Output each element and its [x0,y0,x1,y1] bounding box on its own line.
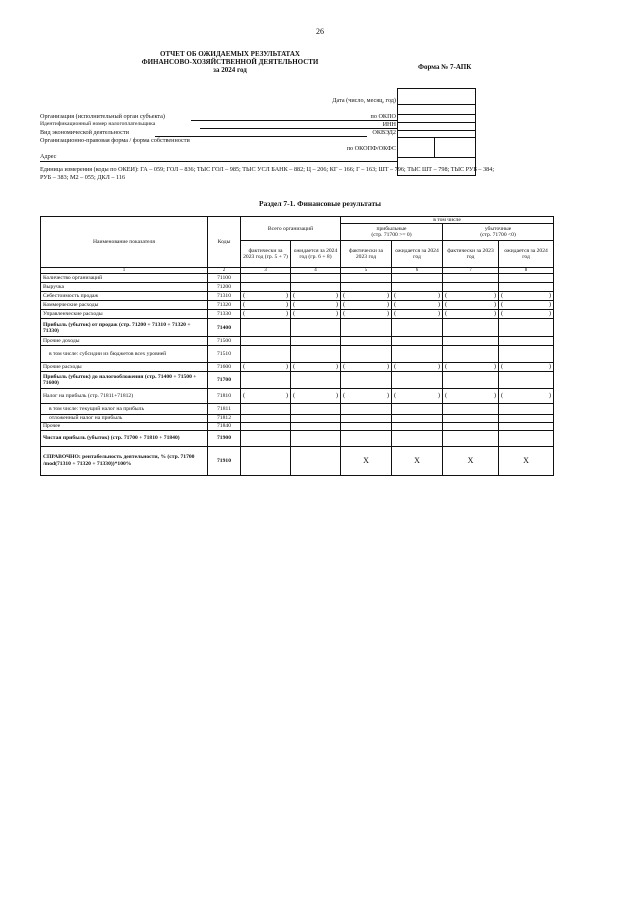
paren-close: ) [493,392,496,400]
value-cell[interactable] [291,292,341,301]
value-cell[interactable] [443,337,499,346]
paren-open: ( [501,301,504,309]
value-cell[interactable] [443,274,499,283]
value-cell[interactable] [341,337,392,346]
form-name: Форма № 7-АПК [418,63,472,71]
okopf-split [434,137,435,157]
paren-open: ( [293,301,296,309]
row-code: 71310 [208,292,241,301]
paren-close: ) [548,292,552,300]
value-cell[interactable] [443,404,499,415]
report-title-line2: ФИНАНСОВО-ХОЗЯЙСТВЕННОЙ ДЕЯТЕЛЬНОСТИ [141,58,319,66]
value-cell[interactable] [291,389,341,404]
paren-open: ( [243,301,246,309]
value-cell[interactable] [291,274,341,283]
value-cell[interactable] [499,337,554,346]
row-code: 71320 [208,301,241,310]
row-name: в том числе: субсидии из бюджетов всех уровней [41,346,208,363]
paren-close: ) [285,392,288,400]
paren-open: ( [501,310,504,318]
value-cell[interactable] [291,319,341,337]
paren-open: ( [343,392,346,400]
paren-open: ( [343,363,346,371]
table-row [41,319,554,337]
value-cell[interactable] [291,415,341,422]
value-cell[interactable] [499,415,554,422]
col-number: 8 [499,268,554,274]
col-number: 1 [41,268,208,274]
inn-label: ИНН [382,121,396,128]
value-cell[interactable] [499,274,554,283]
col-number: 2 [208,268,241,274]
paren-open: ( [243,363,246,371]
box-divider [398,104,475,105]
activity-field-line[interactable] [155,136,367,137]
row-name: Прибыль (убыток) от продаж (стр. 71200 + 71310 + 71320 + 71330) [41,319,208,337]
value-cell[interactable] [341,363,392,372]
profitable-label: прибыльные [376,226,407,232]
paren-close: ) [285,310,288,318]
row-name: Коммерческие расходы [41,301,208,310]
row-name: Прочие доходы [41,337,208,346]
paren-close: ) [335,310,338,318]
value-cell[interactable] [499,310,554,319]
row-name: Прочее [41,422,208,430]
value-cell[interactable] [392,363,443,372]
row-code: 71910 [208,446,241,475]
paren-close: ) [386,292,389,300]
paren-open: ( [394,363,397,371]
value-cell[interactable] [392,389,443,404]
paren-open: ( [394,392,397,400]
value-cell[interactable] [341,274,392,283]
value-cell[interactable] [499,319,554,337]
value-cell[interactable] [443,310,499,319]
report-title-year: за 2024 год [213,66,247,74]
value-cell[interactable] [443,319,499,337]
row-name: Количество организаций [41,274,208,283]
value-cell[interactable] [291,337,341,346]
table-row [41,446,554,475]
row-code: 71500 [208,337,241,346]
value-cell[interactable] [341,319,392,337]
row-name: отложенный налог на прибыль [41,415,208,422]
value-cell[interactable] [341,422,392,430]
table-row [41,404,554,415]
box-divider [398,137,475,138]
paren-close: ) [548,392,552,400]
value-cell[interactable] [241,446,291,475]
paren-close: ) [493,301,496,309]
box-divider [398,157,475,158]
value-cell[interactable] [341,283,392,292]
row-name: Налог на прибыль (стр. 71811+71812) [41,389,208,404]
value-cell[interactable] [392,292,443,301]
paren-close: ) [493,363,496,371]
value-cell[interactable] [291,446,341,475]
paren-close: ) [548,301,552,309]
row-name: Управленческие расходы [41,310,208,319]
paren-close: ) [386,310,389,318]
paren-open: ( [394,301,397,309]
table-row [41,363,554,372]
financial-results-table [40,216,554,476]
row-code: 71330 [208,310,241,319]
value-cell[interactable] [241,363,291,372]
value-cell[interactable] [341,404,392,415]
row-code: 71900 [208,430,241,446]
col-header-profitable [341,224,443,241]
value-cell[interactable] [341,430,392,446]
col-header-fact-all: фактически за 2023 год (гр. 5 + 7) [241,241,291,268]
table-row [41,283,554,292]
date-label: Дата (число, месяц, год) [332,97,396,104]
x-mark: X [443,446,499,475]
row-code: 71400 [208,319,241,337]
value-cell[interactable] [241,319,291,337]
value-cell[interactable] [443,283,499,292]
row-code: 71812 [208,415,241,422]
table-row [41,372,554,389]
paren-open: ( [501,363,504,371]
value-cell[interactable] [341,372,392,389]
inn-field-line[interactable] [200,128,397,129]
paren-open: ( [343,301,346,309]
box-divider [398,122,475,123]
row-code: 71100 [208,274,241,283]
paren-close: ) [285,301,288,309]
row-code: 71840 [208,422,241,430]
value-cell[interactable] [499,372,554,389]
unprofitable-cond: (стр. 71700 <0) [480,232,516,239]
value-cell[interactable] [241,430,291,446]
col-number: 4 [291,268,341,274]
value-cell[interactable] [241,310,291,319]
value-cell[interactable] [499,283,554,292]
row-code: 71700 [208,372,241,389]
org-label: Организация (исполнительный орган субъекта) [40,113,165,120]
value-cell[interactable] [443,430,499,446]
paren-close: ) [386,301,389,309]
box-divider [398,130,475,131]
col-header-all-orgs: Всего организаций [241,217,341,241]
table-row [41,301,554,310]
row-name: Чистая прибыль (убыток) (стр. 71700 + 71810 + 71840) [41,430,208,446]
value-cell[interactable] [499,389,554,404]
paren-open: ( [293,310,296,318]
value-cell[interactable] [291,372,341,389]
table-row [41,422,554,430]
paren-close: ) [285,363,288,371]
paren-close: ) [437,363,440,371]
row-code: 71811 [208,404,241,415]
value-cell[interactable] [392,310,443,319]
paren-close: ) [285,292,288,300]
x-mark: X [341,446,392,475]
value-cell[interactable] [241,292,291,301]
paren-close: ) [437,392,440,400]
x-mark: X [392,446,443,475]
box-divider [398,114,475,115]
paren-close: ) [437,310,440,318]
row-name: Себестоимость продаж [41,292,208,301]
col-number: 7 [443,268,499,274]
value-cell[interactable] [499,346,554,363]
value-cell[interactable] [392,372,443,389]
col-header-name: Наименование показателя [41,217,208,268]
value-cell[interactable] [443,415,499,422]
value-cell[interactable] [392,415,443,422]
value-cell[interactable] [241,415,291,422]
paren-open: ( [501,392,504,400]
table-body [41,274,554,475]
paren-open: ( [343,292,346,300]
paren-close: ) [335,301,338,309]
paren-close: ) [493,310,496,318]
paren-open: ( [445,292,448,300]
value-cell[interactable] [392,404,443,415]
value-cell[interactable] [291,430,341,446]
section-title: Раздел 7-1. Финансовые результаты [259,199,381,208]
value-cell[interactable] [392,422,443,430]
row-code: 71510 [208,346,241,363]
paren-open: ( [394,310,397,318]
x-mark: X [499,446,554,475]
row-code: 71200 [208,283,241,292]
value-cell[interactable] [341,310,392,319]
org-field-line[interactable] [191,120,397,121]
value-cell[interactable] [392,346,443,363]
paren-open: ( [445,301,448,309]
paren-open: ( [293,292,296,300]
value-cell[interactable] [392,319,443,337]
value-cell[interactable] [499,292,554,301]
value-cell[interactable] [392,430,443,446]
value-cell[interactable] [443,363,499,372]
address-label: Адрес [40,153,57,160]
col-header-exp-loss: ожидается за 2024 год [499,241,554,268]
col-header-fact-profit: фактически за 2023 год [341,241,392,268]
report-title-line1: ОТЧЕТ ОБ ОЖИДАЕМЫХ РЕЗУЛЬТАТАХ [160,50,300,58]
paren-close: ) [335,292,338,300]
paren-close: ) [548,310,552,318]
value-cell[interactable] [443,346,499,363]
col-number: 3 [241,268,291,274]
value-cell[interactable] [443,292,499,301]
value-cell[interactable] [392,337,443,346]
row-name: Прочие расходы [41,363,208,372]
table-row [41,310,554,319]
okved-label: ОКВЭД2 [372,129,396,136]
table-row [41,337,554,346]
legal-form-label: Организационно-правовая форма / форма собственности [40,137,190,144]
row-name: СПРАВОЧНО: рентабельность деятельности, % (стр. 71700 /mod(71310 + 71320 + 71330))*100% [41,446,208,475]
col-header-unprofitable [443,224,554,241]
value-cell[interactable] [291,301,341,310]
value-cell[interactable] [443,422,499,430]
value-cell[interactable] [291,346,341,363]
value-cell[interactable] [499,404,554,415]
okpo-label: по ОКПО [370,113,396,120]
table-row [41,346,554,363]
value-cell[interactable] [392,283,443,292]
report-title [95,50,365,74]
value-cell[interactable] [291,310,341,319]
profitable-cond: (стр. 71700 >= 0) [371,232,412,239]
value-cell[interactable] [241,301,291,310]
paren-close: ) [335,392,338,400]
value-cell[interactable] [241,283,291,292]
value-cell[interactable] [341,415,392,422]
paren-close: ) [386,392,389,400]
value-cell[interactable] [291,283,341,292]
value-cell[interactable] [241,346,291,363]
row-code: 71810 [208,389,241,404]
paren-open: ( [243,392,246,400]
row-name: Прибыль (убыток) до налогообложения (стр. 71400 + 71500 + 71600) [41,372,208,389]
col-header-exp-all: ожидается за 2024 год (гр. 6 + 8) [291,241,341,268]
col-header-exp-profit: ожидается за 2024 год [392,241,443,268]
paren-open: ( [243,292,246,300]
units-note: Единица измерения (коды по ОКЕИ): ГА – 059; ГОЛ – 836; ТЫС ГОЛ – 985; ТЫС УСЛ БАНК – 882; Ц – 206; КГ – 166; Г – 163; ШТ – 796; ТЫС ШТ – 798; ТЫС РУБ – 384; РУБ – 383; М2 – 055; ДКЛ – 116 [40,166,495,181]
value-cell[interactable] [241,389,291,404]
unprofitable-label: убыточные [484,226,512,232]
value-cell[interactable] [291,404,341,415]
okopf-label: по ОКОПФ/ОКФС [346,145,396,152]
paren-close: ) [493,292,496,300]
value-cell[interactable] [443,301,499,310]
codes-box [397,88,476,176]
paren-open: ( [445,310,448,318]
value-cell[interactable] [241,274,291,283]
value-cell[interactable] [392,274,443,283]
paren-open: ( [293,392,296,400]
paren-open: ( [501,292,504,300]
inn-caption: Идентификационный номер налогоплательщика [40,121,156,127]
paren-open: ( [343,310,346,318]
value-cell[interactable] [443,372,499,389]
table-row [41,415,554,422]
paren-close: ) [437,301,440,309]
address-field-line[interactable] [40,161,397,162]
activity-label: Вид экономической деятельности [40,129,129,136]
value-cell[interactable] [499,430,554,446]
paren-open: ( [445,363,448,371]
col-number: 6 [392,268,443,274]
value-cell[interactable] [443,389,499,404]
paren-close: ) [548,363,552,371]
col-header-codes: Коды [208,217,241,268]
table-row [41,274,554,283]
page-number: 26 [316,27,324,36]
table-row [41,430,554,446]
value-cell[interactable] [499,363,554,372]
paren-open: ( [445,392,448,400]
paren-close: ) [386,363,389,371]
value-cell[interactable] [499,301,554,310]
value-cell[interactable] [241,372,291,389]
value-cell[interactable] [291,363,341,372]
row-name: Выручка [41,283,208,292]
table-row [41,292,554,301]
value-cell[interactable] [241,337,291,346]
paren-open: ( [293,363,296,371]
value-cell[interactable] [392,301,443,310]
row-code: 71600 [208,363,241,372]
value-cell[interactable] [499,422,554,430]
value-cell[interactable] [241,404,291,415]
col-header-fact-loss: фактически за 2023 год [443,241,499,268]
paren-close: ) [437,292,440,300]
value-cell[interactable] [341,346,392,363]
col-header-including: в том числе [341,217,554,224]
value-cell[interactable] [341,301,392,310]
paren-open: ( [243,310,246,318]
row-name: в том числе: текущий налог на прибыль [41,404,208,415]
paren-close: ) [335,363,338,371]
value-cell[interactable] [241,422,291,430]
value-cell[interactable] [291,422,341,430]
paren-open: ( [394,292,397,300]
table-row [41,389,554,404]
value-cell[interactable] [341,389,392,404]
value-cell[interactable] [341,292,392,301]
col-number: 5 [341,268,392,274]
